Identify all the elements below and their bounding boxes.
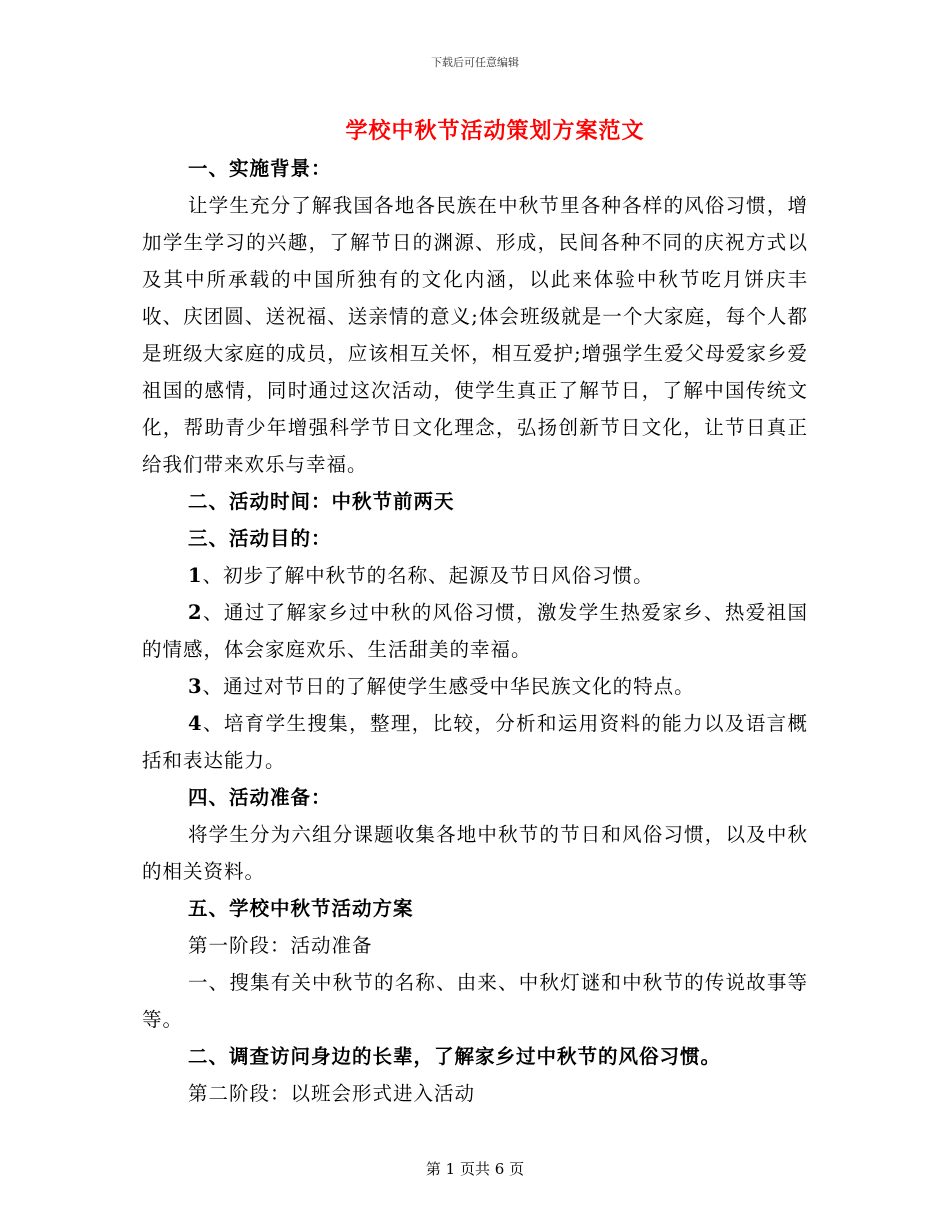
page-number: 第 1 页共 6 页 xyxy=(425,1160,525,1178)
goal-item-text: 、通过对节日的了解使学生感受中华民族文化的特点。 xyxy=(202,675,695,698)
goal-item-1 xyxy=(142,557,808,594)
download-note: 下载后可任意编辑 xyxy=(431,56,519,69)
plan-item-2: 二、调查访问身边的长辈，了解家乡过中秋节的风俗习惯。 xyxy=(188,1045,722,1068)
goal-item-number: 4 xyxy=(188,712,203,735)
goal-item-text: 、通过了解家乡过中秋的风俗习惯，激发学生热爱家乡、热爱祖国的情感，体会家庭欢乐、生活甜美的幸福。 xyxy=(142,601,808,661)
plan-stage-1: 第一阶段：活动准备 xyxy=(188,934,373,957)
plan-stage-2: 第二阶段：以班会形式进入活动 xyxy=(188,1082,476,1105)
goal-item-number: 3 xyxy=(188,675,203,698)
document-body xyxy=(142,150,808,1112)
goal-item-text: 、培育学生搜集，整理，比较，分析和运用资料的能力以及语言概括和表达能力。 xyxy=(142,712,808,772)
goal-item-text: 、初步了解中秋节的名称、起源及节日风俗习惯。 xyxy=(202,564,654,587)
section-heading-background: 一、实施背景： xyxy=(188,157,332,180)
section-body-preparation: 将学生分为六组分课题收集各地中秋节的节日和风俗习惯，以及中秋的相关资料。 xyxy=(142,823,808,883)
section-heading-plan: 五、学校中秋节活动方案 xyxy=(188,897,414,920)
goal-item-4 xyxy=(142,705,808,779)
section-body-background: 让学生充分了解我国各地各民族在中秋节里各种各样的风俗习惯，增加学生学习的兴趣，了解节日的渊源、形成，民间各种不同的庆祝方式以及其中所承载的中国所独有的文化内涵，以此来体验中秋节吃月饼庆丰收、庆团圆、送祝福、送亲情的意义;体会班级就是一个大家庭，每个人都是班级大家庭的成员，应该相互关怀，相互爱护;增强学生爱父母爱家乡爱祖国的感情，同时通过这次活动，使学生真正了解节日，了解中国传统文化，帮助青少年增强科学节日文化理念，弘扬创新节日文化，让节日真正给我们带来欢乐与幸福。 xyxy=(142,194,808,476)
goal-item-number: 1 xyxy=(188,564,203,587)
section-heading-goals: 三、活动目的： xyxy=(188,527,332,550)
plan-item-1: 一、搜集有关中秋节的名称、由来、中秋灯谜和中秋节的传说故事等等。 xyxy=(142,971,808,1031)
goal-item-2 xyxy=(142,594,808,668)
document-title: 学校中秋节活动策划方案范文 xyxy=(345,118,645,144)
section-heading-time: 二、活动时间：中秋节前两天 xyxy=(188,490,455,513)
section-heading-preparation: 四、活动准备： xyxy=(188,786,332,809)
goal-item-3 xyxy=(142,668,808,705)
goal-item-number: 2 xyxy=(188,601,203,624)
